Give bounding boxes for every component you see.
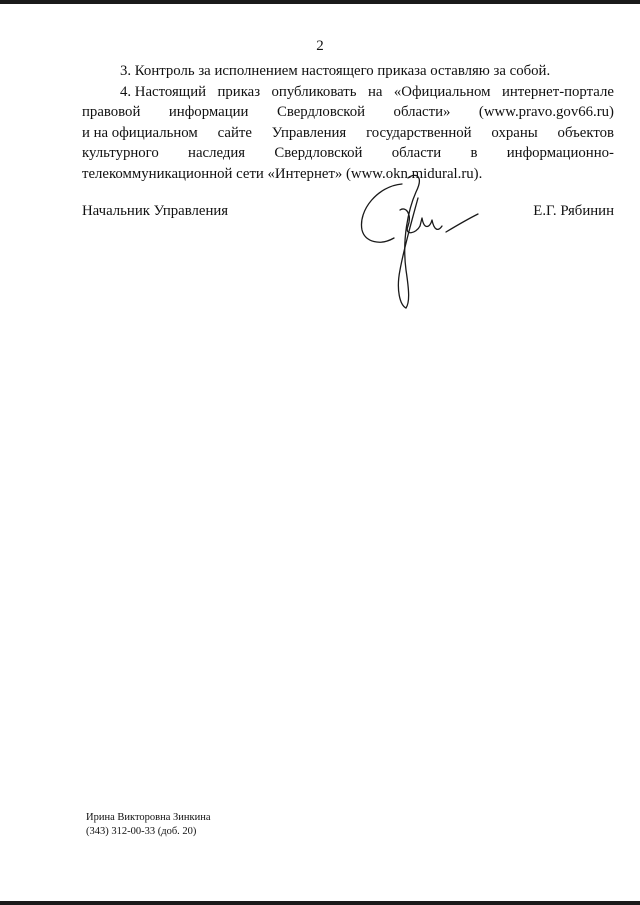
word: охраны <box>491 124 538 141</box>
word: на <box>367 83 383 100</box>
executor-footer <box>86 811 211 839</box>
word: культурного <box>82 145 159 161</box>
word: сайте <box>217 124 252 141</box>
paragraph-4-line-3 <box>82 123 614 144</box>
word: интернет-портале <box>501 83 614 100</box>
word: (www.pravo.gov66.ru) <box>478 104 614 120</box>
word: 4. Настоящий <box>120 83 207 100</box>
executor-name: Ирина Викторовна Зинкина <box>86 812 211 823</box>
signatory-name: Е.Г. Рябинин <box>533 203 614 219</box>
top-border <box>0 0 640 4</box>
word: наследия <box>188 145 246 161</box>
word: правовой <box>82 104 141 120</box>
word: приказ <box>217 83 261 100</box>
word: области» <box>393 104 451 120</box>
signatory-position: Начальник Управления <box>82 203 229 219</box>
paragraph-4-line-5: телекоммуникационной сети «Интернет» (www.okn.midural.ru). <box>82 165 483 182</box>
paragraph-4-line-4 <box>82 143 614 164</box>
bottom-border <box>0 901 640 905</box>
word: Свердловской <box>276 104 366 120</box>
word: в <box>470 145 478 161</box>
page-number: 2 <box>316 38 324 54</box>
word: информации <box>168 104 249 120</box>
document-body <box>82 61 614 184</box>
paragraph-4-line-2 <box>82 102 614 123</box>
word: Управления <box>271 124 347 141</box>
handwritten-signature <box>350 170 490 315</box>
word: и на официальном <box>82 124 198 141</box>
paragraph-3-line: 3. Контроль за исполнением настоящего приказа оставляю за собой. <box>120 63 551 79</box>
word: области <box>391 145 442 161</box>
word: опубликовать <box>271 83 357 100</box>
word: государственной <box>366 124 472 141</box>
word: объектов <box>557 124 614 141</box>
word: Свердловской <box>274 145 363 161</box>
paragraph-4-line-1 <box>82 82 614 103</box>
executor-phone: (343) 312-00-33 (доб. 20) <box>86 826 197 837</box>
word: «Официальном <box>393 83 491 100</box>
word: информационно- <box>506 145 614 161</box>
